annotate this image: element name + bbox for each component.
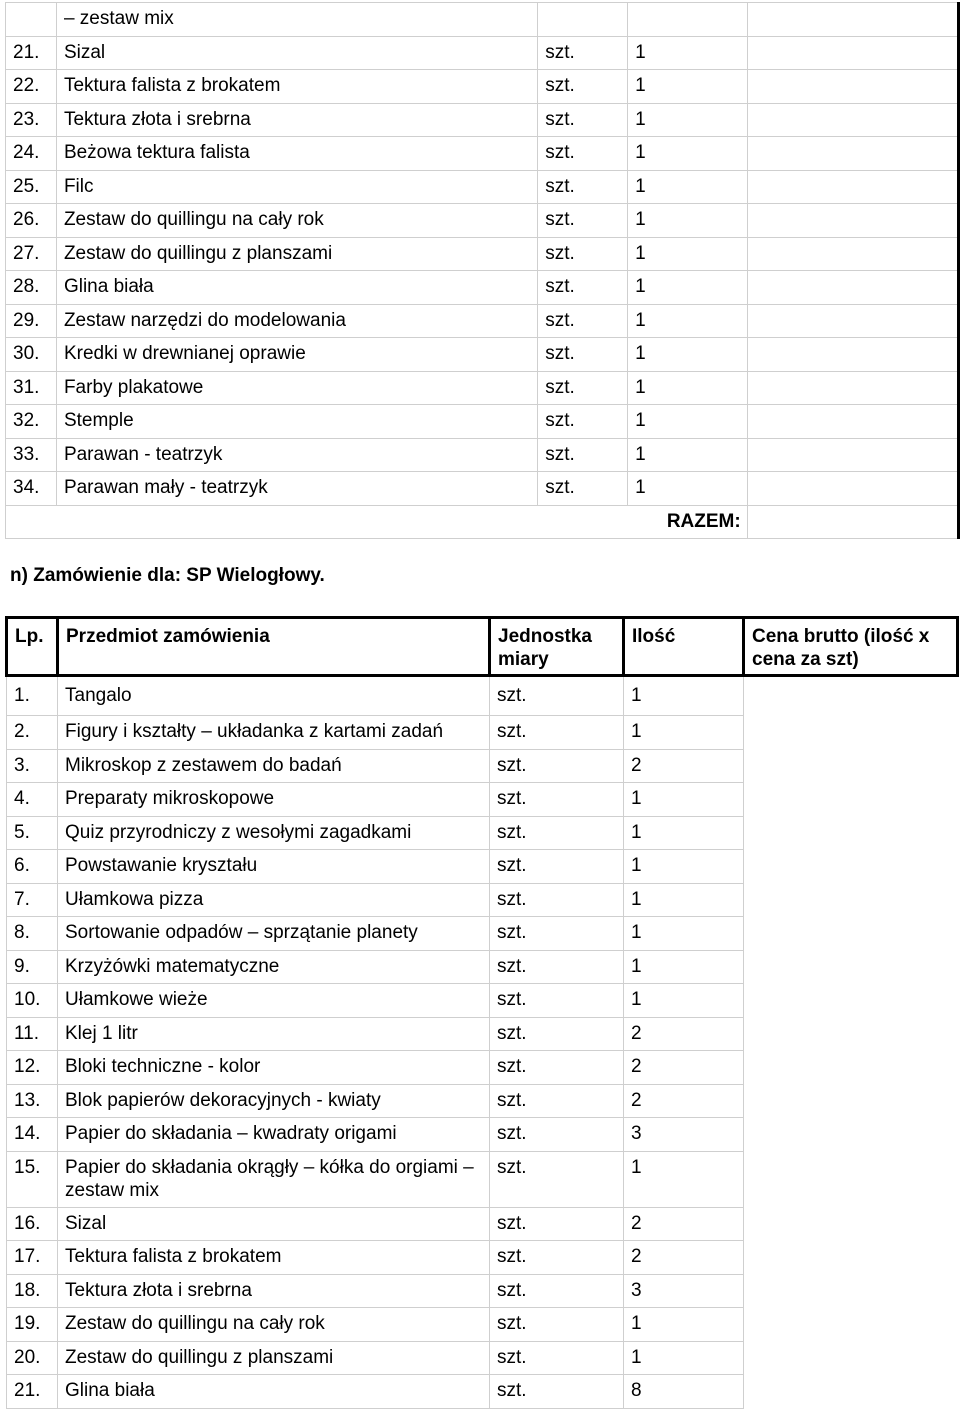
row-price	[744, 783, 958, 817]
header-item: Przedmiot zamówienia	[58, 618, 490, 676]
row-item: Glina biała	[58, 1375, 490, 1409]
row-lp: 31.	[6, 371, 57, 405]
table-row	[6, 438, 959, 472]
row-item: Preparaty mikroskopowe	[58, 783, 490, 817]
row-qty: 1	[628, 271, 748, 305]
row-qty: 1	[628, 204, 748, 238]
table-row	[7, 950, 958, 984]
row-unit: szt.	[490, 1308, 624, 1342]
row-lp: 22.	[6, 70, 57, 104]
row-unit: szt.	[490, 1341, 624, 1375]
row-unit: szt.	[538, 204, 628, 238]
row-qty: 1	[628, 70, 748, 104]
row-price	[744, 1341, 958, 1375]
row-lp: 13.	[7, 1084, 58, 1118]
row-lp: 6.	[7, 850, 58, 884]
row-price	[744, 816, 958, 850]
row-price	[744, 950, 958, 984]
row-price	[744, 1118, 958, 1152]
row-item: Sizal	[58, 1207, 490, 1241]
row-qty: 1	[624, 1151, 744, 1207]
table-row	[6, 405, 959, 439]
row-item: Ułamkowe wieże	[58, 984, 490, 1018]
table-row	[6, 36, 959, 70]
row-lp: 28.	[6, 271, 57, 305]
table-row	[6, 472, 959, 506]
row-item: Farby plakatowe	[56, 371, 537, 405]
table-row	[6, 237, 959, 271]
row-unit: szt.	[538, 338, 628, 372]
row-unit: szt.	[538, 472, 628, 506]
table-row	[7, 850, 958, 884]
table-row	[6, 371, 959, 405]
row-unit: szt.	[490, 850, 624, 884]
row-lp: 17.	[7, 1241, 58, 1275]
row-unit: szt.	[490, 1274, 624, 1308]
row-item: Parawan mały - teatrzyk	[56, 472, 537, 506]
row-qty: 1	[628, 170, 748, 204]
row-lp: 5.	[7, 816, 58, 850]
row-lp: 30.	[6, 338, 57, 372]
row-item: Krzyżówki matematyczne	[58, 950, 490, 984]
row-lp: 21.	[6, 36, 57, 70]
row-qty: 1	[628, 36, 748, 70]
row-lp: 9.	[7, 950, 58, 984]
table-row	[7, 984, 958, 1018]
row-lp: 16.	[7, 1207, 58, 1241]
row-unit: szt.	[490, 1207, 624, 1241]
row-unit: szt.	[538, 36, 628, 70]
row-price	[744, 1207, 958, 1241]
row-lp: 21.	[7, 1375, 58, 1409]
row-unit: szt.	[490, 1241, 624, 1275]
table-row	[6, 204, 959, 238]
table-row	[7, 1017, 958, 1051]
row-item: Sortowanie odpadów – sprzątanie planety	[58, 917, 490, 951]
row-price	[744, 1375, 958, 1409]
sum-value	[747, 505, 958, 539]
table-row	[7, 1274, 958, 1308]
row-price	[747, 438, 958, 472]
table-row	[7, 783, 958, 817]
row-lp: 18.	[7, 1274, 58, 1308]
row-price	[744, 850, 958, 884]
continued-item-text: – zestaw mix	[56, 3, 537, 37]
row-lp: 34.	[6, 472, 57, 506]
row-price	[744, 676, 958, 716]
row-unit: szt.	[490, 1017, 624, 1051]
header-qty: Ilość	[624, 618, 744, 676]
row-qty: 2	[624, 1207, 744, 1241]
row-unit: szt.	[538, 70, 628, 104]
row-price	[747, 237, 958, 271]
row-unit: szt.	[490, 816, 624, 850]
row-item: Filc	[56, 170, 537, 204]
row-unit: szt.	[538, 405, 628, 439]
row-lp: 11.	[7, 1017, 58, 1051]
row-price	[744, 1308, 958, 1342]
row-item: Tektura złota i srebrna	[56, 103, 537, 137]
table-row	[7, 749, 958, 783]
row-unit: szt.	[490, 1084, 624, 1118]
row-price	[747, 405, 958, 439]
table-sum-row	[6, 505, 959, 539]
row-qty: 1	[628, 304, 748, 338]
row-price	[747, 70, 958, 104]
row-item: Zestaw do quillingu z planszami	[56, 237, 537, 271]
table-row	[7, 1151, 958, 1207]
table-row	[6, 271, 959, 305]
row-price	[744, 883, 958, 917]
row-qty: 1	[624, 676, 744, 716]
row-lp: 25.	[6, 170, 57, 204]
table-row	[7, 1084, 958, 1118]
row-qty: 1	[624, 1341, 744, 1375]
row-item: Zestaw narzędzi do modelowania	[56, 304, 537, 338]
table-row	[7, 1207, 958, 1241]
order-table-continued	[5, 2, 960, 539]
row-item: Klej 1 litr	[58, 1017, 490, 1051]
row-qty: 1	[624, 783, 744, 817]
row-qty: 1	[624, 716, 744, 750]
order-table-sp-wieloglowy	[5, 616, 959, 1409]
header-unit: Jednostka miary	[490, 618, 624, 676]
row-unit: szt.	[490, 883, 624, 917]
row-unit: szt.	[490, 783, 624, 817]
row-lp: 15.	[7, 1151, 58, 1207]
row-unit: szt.	[490, 984, 624, 1018]
row-lp: 1.	[7, 676, 58, 716]
row-qty: 1	[624, 883, 744, 917]
row-unit: szt.	[490, 1375, 624, 1409]
table-row-continued	[6, 3, 959, 37]
row-lp: 26.	[6, 204, 57, 238]
row-lp: 7.	[7, 883, 58, 917]
table-row	[7, 1118, 958, 1152]
row-price	[744, 984, 958, 1018]
row-price	[744, 917, 958, 951]
row-price	[747, 271, 958, 305]
row-unit: szt.	[538, 304, 628, 338]
row-item: Beżowa tektura falista	[56, 137, 537, 171]
row-qty: 2	[624, 749, 744, 783]
table-row	[7, 716, 958, 750]
row-item: Tektura falista z brokatem	[56, 70, 537, 104]
row-item: Tangalo	[58, 676, 490, 716]
row-qty: 3	[624, 1274, 744, 1308]
row-price	[744, 1274, 958, 1308]
row-price	[747, 472, 958, 506]
row-qty: 1	[628, 338, 748, 372]
table-row	[7, 816, 958, 850]
row-price	[747, 170, 958, 204]
row-price	[747, 304, 958, 338]
row-lp: 12.	[7, 1051, 58, 1085]
row-qty: 8	[624, 1375, 744, 1409]
row-item: Sizal	[56, 36, 537, 70]
row-unit: szt.	[490, 716, 624, 750]
row-lp: 33.	[6, 438, 57, 472]
row-item: Glina biała	[56, 271, 537, 305]
row-item: Papier do składania – kwadraty origami	[58, 1118, 490, 1152]
header-lp: Lp.	[7, 618, 58, 676]
row-price	[747, 137, 958, 171]
table-row	[6, 70, 959, 104]
row-price	[747, 371, 958, 405]
row-qty: 1	[628, 472, 748, 506]
row-unit: szt.	[538, 438, 628, 472]
header-price: Cena brutto (ilość x cena za szt)	[744, 618, 958, 676]
row-item: Zestaw do quillingu na cały rok	[56, 204, 537, 238]
row-lp: 27.	[6, 237, 57, 271]
row-unit: szt.	[538, 237, 628, 271]
section-heading: n) Zamówienie dla: SP Wielogłowy.	[10, 565, 325, 586]
row-lp: 14.	[7, 1118, 58, 1152]
row-price	[744, 1017, 958, 1051]
row-lp: 20.	[7, 1341, 58, 1375]
row-item: Blok papierów dekoracyjnych - kwiaty	[58, 1084, 490, 1118]
row-lp: 3.	[7, 749, 58, 783]
row-unit: szt.	[538, 271, 628, 305]
row-qty: 1	[624, 1308, 744, 1342]
table-row	[7, 883, 958, 917]
row-unit: szt.	[538, 170, 628, 204]
table-row	[6, 170, 959, 204]
row-qty: 1	[628, 103, 748, 137]
row-unit: szt.	[538, 371, 628, 405]
row-qty: 2	[624, 1017, 744, 1051]
row-lp: 2.	[7, 716, 58, 750]
row-qty: 1	[628, 405, 748, 439]
table-row	[7, 1341, 958, 1375]
row-price	[744, 1051, 958, 1085]
row-price	[747, 338, 958, 372]
row-qty: 2	[624, 1084, 744, 1118]
row-unit: szt.	[490, 950, 624, 984]
row-lp: 8.	[7, 917, 58, 951]
table-header-row	[7, 618, 958, 676]
row-qty: 3	[624, 1118, 744, 1152]
table-row	[6, 103, 959, 137]
row-lp: 10.	[7, 984, 58, 1018]
row-unit: szt.	[490, 1151, 624, 1207]
row-unit: szt.	[490, 1118, 624, 1152]
row-unit: szt.	[490, 917, 624, 951]
row-lp: 23.	[6, 103, 57, 137]
row-lp: 19.	[7, 1308, 58, 1342]
row-qty: 1	[624, 917, 744, 951]
row-price	[744, 1151, 958, 1207]
row-qty: 1	[624, 816, 744, 850]
row-unit: szt.	[490, 1051, 624, 1085]
table-row	[7, 676, 958, 716]
row-item: Parawan - teatrzyk	[56, 438, 537, 472]
row-item: Bloki techniczne - kolor	[58, 1051, 490, 1085]
sum-label: RAZEM:	[6, 505, 748, 539]
table-row	[7, 1241, 958, 1275]
row-lp: 32.	[6, 405, 57, 439]
row-unit: szt.	[538, 103, 628, 137]
row-price	[744, 749, 958, 783]
table-row	[7, 1051, 958, 1085]
row-lp: 4.	[7, 783, 58, 817]
table-row	[7, 1375, 958, 1409]
row-unit: szt.	[490, 749, 624, 783]
row-qty: 1	[628, 137, 748, 171]
row-item: Mikroskop z zestawem do badań	[58, 749, 490, 783]
row-item: Tektura złota i srebrna	[58, 1274, 490, 1308]
row-qty: 2	[624, 1241, 744, 1275]
row-unit: szt.	[490, 676, 624, 716]
row-price	[747, 103, 958, 137]
row-qty: 1	[624, 950, 744, 984]
row-qty: 1	[628, 237, 748, 271]
row-item: Zestaw do quillingu z planszami	[58, 1341, 490, 1375]
table-row	[6, 304, 959, 338]
table-row	[7, 1308, 958, 1342]
row-price	[744, 1241, 958, 1275]
row-price	[744, 1084, 958, 1118]
row-unit: szt.	[538, 137, 628, 171]
table-row	[6, 338, 959, 372]
row-item: Zestaw do quillingu na cały rok	[58, 1308, 490, 1342]
row-qty: 2	[624, 1051, 744, 1085]
row-qty: 1	[624, 984, 744, 1018]
row-item: Quiz przyrodniczy z wesołymi zagadkami	[58, 816, 490, 850]
row-item: Powstawanie kryształu	[58, 850, 490, 884]
row-item: Stemple	[56, 405, 537, 439]
row-item: Ułamkowa pizza	[58, 883, 490, 917]
row-qty: 1	[624, 850, 744, 884]
row-qty: 1	[628, 371, 748, 405]
table-row	[6, 137, 959, 171]
row-item: Tektura falista z brokatem	[58, 1241, 490, 1275]
row-item: Figury i kształty – układanka z kartami zadań	[58, 716, 490, 750]
row-lp: 24.	[6, 137, 57, 171]
row-price	[747, 204, 958, 238]
row-lp: 29.	[6, 304, 57, 338]
row-price	[747, 36, 958, 70]
row-item: Kredki w drewnianej oprawie	[56, 338, 537, 372]
row-item: Papier do składania okrągły – kółka do orgiami – zestaw mix	[58, 1151, 490, 1207]
table-row	[7, 917, 958, 951]
row-qty: 1	[628, 438, 748, 472]
row-price	[744, 716, 958, 750]
